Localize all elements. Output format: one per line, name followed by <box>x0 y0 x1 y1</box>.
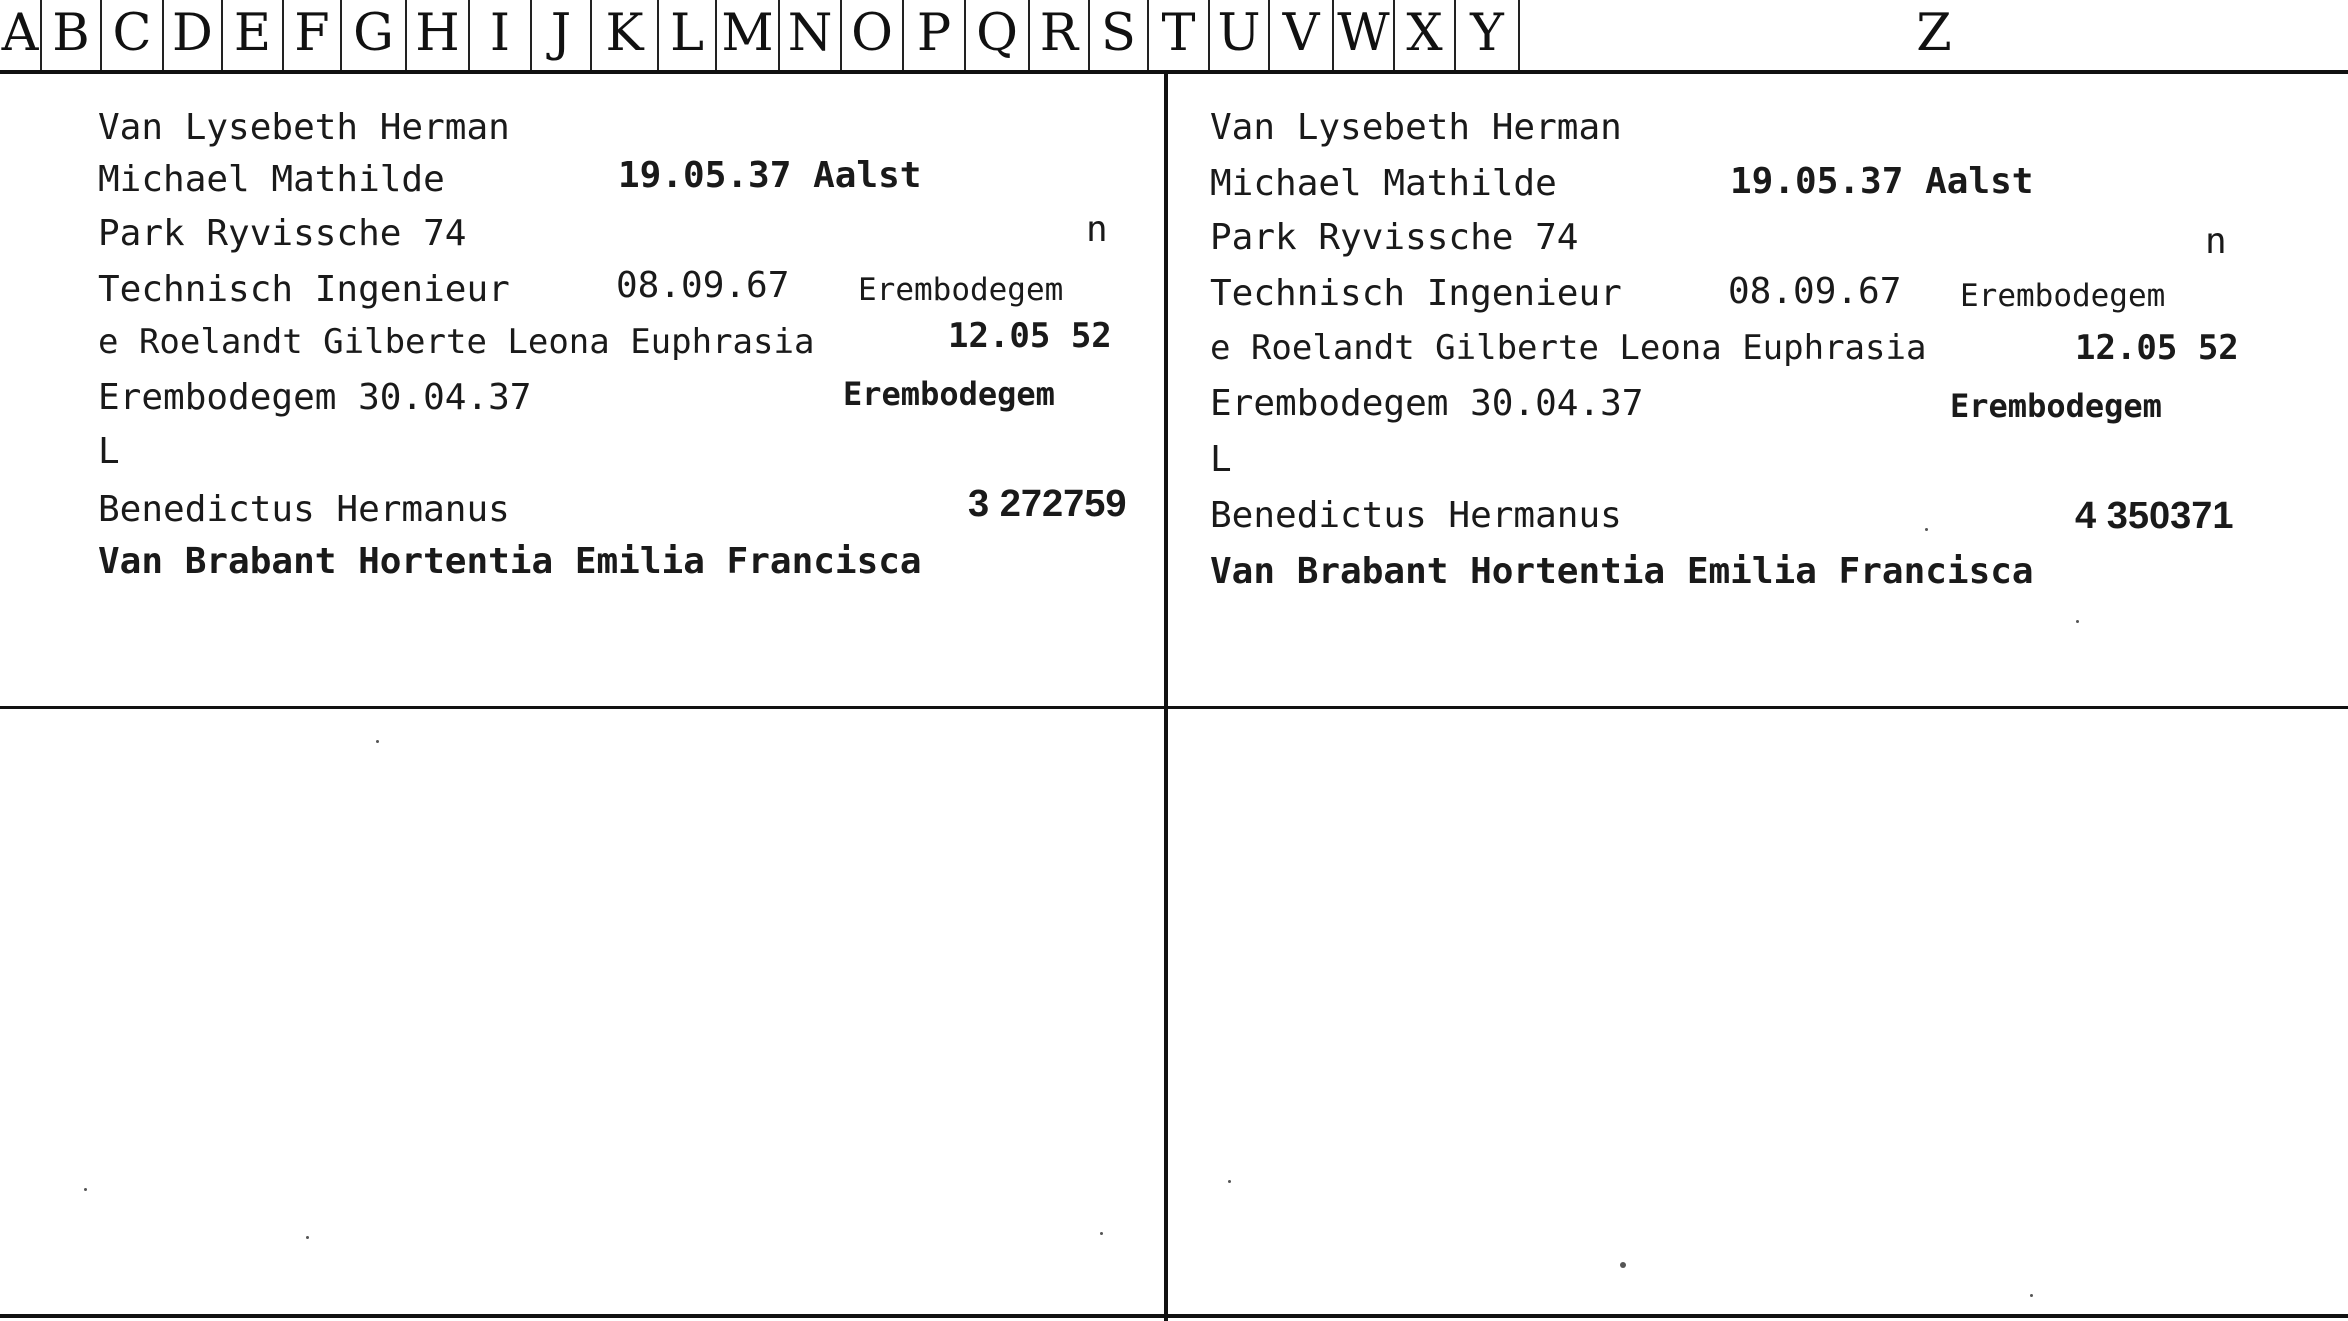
card-birth: 19.05.37 Aalst <box>1730 161 2034 202</box>
alphabet-letter-p: P <box>904 0 966 72</box>
card-address-mark: n <box>1086 209 1108 250</box>
card-spouse: e Roelandt Gilberte Leona Euphrasia <box>1210 328 1927 368</box>
alphabet-letter-l: L <box>659 0 717 72</box>
alphabet-letter-x: X <box>1395 0 1456 72</box>
card-child: Benedictus Hermanus <box>1210 495 1622 536</box>
card-child-mother: Van Brabant Hortentia Emilia Francisca <box>1210 551 2034 592</box>
alphabet-letter-u: U <box>1210 0 1270 72</box>
alphabet-letter-h: H <box>407 0 470 72</box>
alphabet-letter-v: V <box>1270 0 1334 72</box>
card-spouse-birth: Erembodegem 30.04.37 <box>1210 383 1644 424</box>
alphabet-index-bar <box>0 0 2348 72</box>
card-child-mother: Van Brabant Hortentia Emilia Francisca <box>98 541 922 582</box>
card-spouse-note: 12.05 52 <box>2075 328 2239 368</box>
card-spouse-birth-place: Erembodegem <box>843 375 1055 413</box>
alphabet-letter-c: C <box>102 0 164 72</box>
card-parents: Michael Mathilde <box>1210 163 1557 204</box>
alphabet-letter-m: M <box>717 0 780 72</box>
alphabet-letter-d: D <box>164 0 223 72</box>
alphabet-letter-j: J <box>532 0 592 72</box>
bottom-divider <box>0 1314 2348 1318</box>
card-profession: Technisch Ingenieur <box>98 269 510 310</box>
card-single-letter: L <box>98 431 120 472</box>
card-birth: 19.05.37 Aalst <box>618 155 922 196</box>
scan-speck <box>1620 1262 1626 1268</box>
alphabet-letter-y: Y <box>1456 0 1520 72</box>
card-spouse: e Roelandt Gilberte Leona Euphrasia <box>98 322 815 362</box>
alphabet-letter-s: S <box>1090 0 1149 72</box>
middle-divider <box>0 706 2348 709</box>
card-name: Van Lysebeth Herman <box>98 107 510 148</box>
alphabet-letter-o: O <box>842 0 904 72</box>
alphabet-letter-z: Z <box>1916 4 1952 63</box>
alphabet-letter-f: F <box>284 0 342 72</box>
scan-speck <box>1925 528 1928 531</box>
top-divider <box>0 70 2348 74</box>
alphabet-letter-r: R <box>1030 0 1090 72</box>
card-marriage-place: Erembodegem <box>1960 278 2166 314</box>
alphabet-letter-k: K <box>592 0 659 72</box>
card-marriage-place: Erembodegem <box>858 272 1064 308</box>
card-spouse-note: 12.05 52 <box>948 316 1112 356</box>
card-number: 4 350371 <box>2075 495 2234 537</box>
card-spouse-birth: Erembodegem 30.04.37 <box>98 377 532 418</box>
card-name: Van Lysebeth Herman <box>1210 107 1622 148</box>
card-address-mark: n <box>2205 221 2227 262</box>
card-parents: Michael Mathilde <box>98 159 445 200</box>
alphabet-letter-b: B <box>42 0 102 72</box>
scan-speck <box>1100 1232 1103 1235</box>
alphabet-letter-e: E <box>223 0 284 72</box>
alphabet-letter-g: G <box>342 0 407 72</box>
card-profession: Technisch Ingenieur <box>1210 273 1622 314</box>
card-child: Benedictus Hermanus <box>98 489 510 530</box>
scan-speck <box>2076 620 2079 623</box>
alphabet-letter-t: T <box>1149 0 1210 72</box>
alphabet-letter-w: W <box>1334 0 1395 72</box>
scan-speck <box>2030 1294 2033 1297</box>
alphabet-letter-q: Q <box>966 0 1030 72</box>
alphabet-letter-i: I <box>470 0 532 72</box>
card-address: Park Ryvissche 74 <box>1210 217 1579 258</box>
card-marriage-date: 08.09.67 <box>616 265 790 306</box>
card-number: 3 272759 <box>968 483 1127 525</box>
card-single-letter: L <box>1210 439 1232 480</box>
scan-speck <box>376 740 379 743</box>
scan-speck <box>306 1236 309 1239</box>
card-spouse-birth-place: Erembodegem <box>1950 387 2162 425</box>
alphabet-letter-n: N <box>780 0 842 72</box>
alphabet-letter-a: A <box>0 0 42 72</box>
scan-speck <box>84 1188 87 1191</box>
card-address: Park Ryvissche 74 <box>98 213 467 254</box>
scan-speck <box>1228 1180 1231 1183</box>
center-divider <box>1164 72 1168 1321</box>
card-marriage-date: 08.09.67 <box>1728 271 1902 312</box>
